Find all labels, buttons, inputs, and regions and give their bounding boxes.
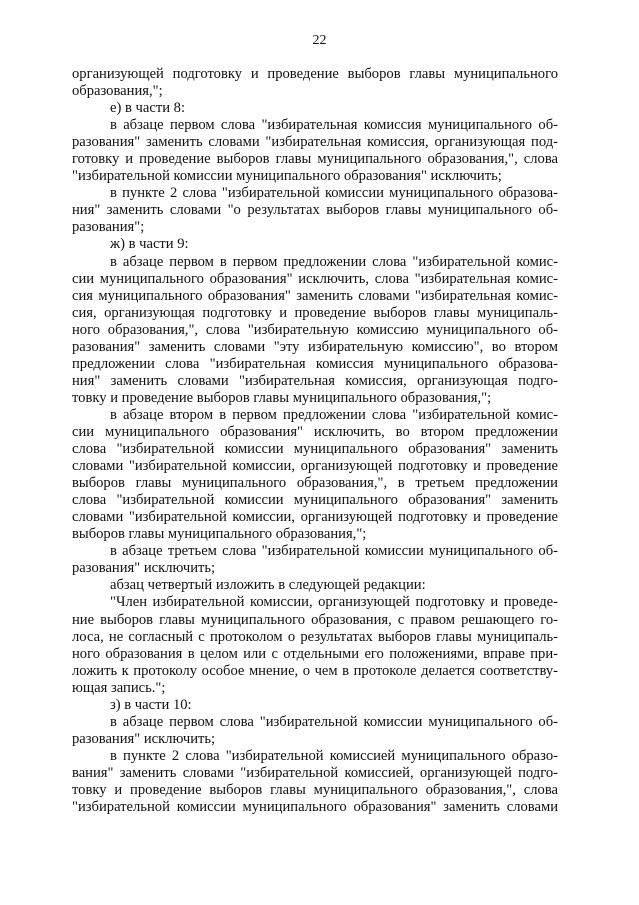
text-line: вания" заменить словами "избирательной комиссией, организующей подго-: [72, 764, 558, 781]
text-line: выборов главы муниципального образования,";: [72, 526, 367, 543]
text-line: предложении слова "избирательная комиссия муниципального образова-: [72, 355, 558, 372]
text-line: в абзаце третьем слова "избирательной комиссии муниципального об-: [110, 543, 558, 560]
text-line: организующей подготовку и проведение выборов главы муниципального: [72, 66, 558, 82]
text-line: товку и проведение выборов главы муниципального образования,", слова: [72, 781, 558, 798]
text-line: ющая запись.";: [72, 679, 166, 696]
text-line: ного образования,", слова "избирательную комиссию муниципального об-: [72, 321, 558, 338]
text-line: слова "избирательной комиссии муниципального образования" заменить: [72, 492, 558, 509]
text-line: ж) в части 9:: [110, 236, 189, 253]
text-line: разования";: [72, 219, 145, 236]
text-line: образования,";: [72, 83, 163, 100]
text-line: сии муниципального образования" исключить, слова "избирательная комис-: [72, 270, 558, 287]
text-line: словами "избирательной комиссии, организующей подготовку и проведение: [72, 509, 558, 526]
text-line: в абзаце первом слова "избирательной комиссии муниципального об-: [110, 713, 558, 730]
document-body: [72, 66, 558, 816]
text-line: "Член избирательной комиссии, организующей подготовку и проведе-: [110, 594, 558, 611]
text-line: сии муниципального образования" исключить, во втором предложении: [72, 423, 558, 440]
text-line: ложить к протоколу особое мнение, о чем в протоколе делается соответству-: [72, 662, 558, 679]
text-line: в абзаце первом в первом предложении слова "избирательной комис-: [110, 253, 558, 270]
text-line: в абзаце втором в первом предложении слова "избирательной комис-: [110, 406, 558, 423]
text-line: з) в части 10:: [110, 696, 192, 713]
text-line: ния" заменить словами "о результатах выборов главы муниципального об-: [72, 202, 558, 219]
text-line: абзац четвертый изложить в следующей редакции:: [110, 577, 426, 594]
text-line: сия, организующая подготовку и проведение выборов главы муниципаль-: [72, 304, 558, 321]
text-line: словами "избирательной комиссии, организующей подготовку и проведение: [72, 458, 558, 475]
text-line: в пункте 2 слова "избирательной комиссией муниципального образо-: [110, 747, 558, 764]
text-line: "избирательной комиссии муниципального образования" заменить словами: [72, 799, 558, 816]
text-line: е) в части 8:: [110, 100, 186, 117]
text-line: ние выборов главы муниципального образования, с правом решающего го-: [72, 611, 558, 628]
text-line: разования" исключить;: [72, 560, 216, 577]
text-line: разования" заменить словами "избирательная комиссия, организующая под-: [72, 134, 558, 151]
text-line: "избирательной комиссии муниципального образования" исключить;: [72, 168, 502, 185]
text-line: товку и проведение выборов главы муниципального образования,";: [72, 389, 492, 406]
text-line: разования" заменить словами "эту избирательную комиссию", во втором: [72, 338, 558, 355]
text-line: в пункте 2 слова "избирательной комиссии муниципального образова-: [110, 185, 558, 202]
text-line: готовку и проведение выборов главы муниципального образования,", слова: [72, 151, 558, 168]
text-line: выборов главы муниципального образования,", в третьем предложении: [72, 475, 558, 492]
text-line: ния" заменить словами "избирательная комиссия, организующая подго-: [72, 372, 558, 389]
page-number: 22: [312, 33, 327, 48]
text-line: ного образования в целом или с отдельными его положениями, вправе при-: [72, 645, 558, 662]
text-line: лоса, не согласный с протоколом о результатах выборов главы муниципаль-: [72, 628, 558, 645]
text-line: сия муниципального образования" заменить словами "избирательная комис-: [72, 287, 558, 304]
text-line: в абзаце первом слова "избирательная комиссия муниципального об-: [110, 117, 558, 134]
text-line: слова "избирательной комиссии муниципального образования" заменить: [72, 441, 558, 458]
text-line: разования" исключить;: [72, 730, 216, 747]
